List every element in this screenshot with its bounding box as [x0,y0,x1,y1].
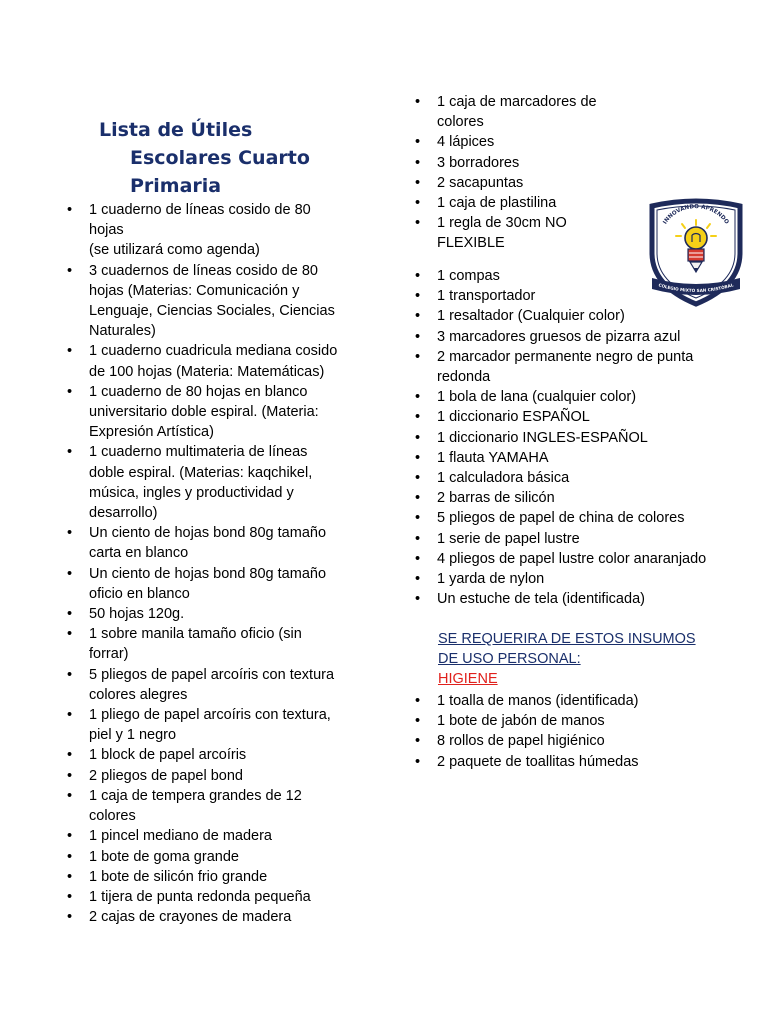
list-item-line: • 1 cuaderno de líneas cosido de 80 [89,202,311,218]
logo-top-text: INNOVANDO APRENDO [662,204,730,226]
list-item [415,213,635,253]
list-item [67,523,367,563]
list-item [415,448,735,468]
personal-use-notice [438,629,738,690]
list-item-line: • 1 bola de lana (cualquier color) [437,389,637,406]
list-item-line: • Un ciento de hojas bond 80g tamaño [89,565,327,582]
list-item [67,604,367,624]
list-item [415,752,735,772]
notice-line-2: DE USO PERSONAL: [438,651,581,668]
page-title [99,116,339,200]
list-item-line: • 1 block de papel arcoíris [89,747,247,764]
list-item-line: • 1 serie de papel lustre [437,530,580,547]
list-item [67,564,367,604]
list-item-line: • 1 pincel mediano de madera [89,828,272,845]
list-item-line: • 2 cajas de crayones de madera [89,909,292,926]
list-item [67,907,367,927]
list-item-line: • 1 calculadora básica [437,470,570,487]
list-item [67,826,367,846]
list-item-line: • 1 bote de goma grande [89,848,239,865]
list-item [415,173,635,193]
list-item [67,341,367,381]
list-item-line: • 1 regla de 30cm NO [437,215,567,232]
list-item [415,132,635,152]
list-item-line: • 50 hojas 120g. [89,606,185,623]
supplies-list-right-top [415,92,635,254]
list-item-line: piel y 1 negro [89,727,177,744]
list-item-line: • 1 toalla de manos (identificada) [437,693,639,709]
list-item-line: • 1 resaltador (Cualquier color) [437,308,625,325]
list-item-line: universitario doble espiral. (Materia: [89,404,319,421]
list-item-line: • 2 pliegos de papel bond [89,767,243,784]
list-item [415,589,735,609]
list-item-line: • 1 flauta YAMAHA [437,449,549,466]
list-item-line: (se utilizará como agenda) [89,242,260,259]
list-item-line: • 1 bote de jabón de manos [437,713,605,730]
list-item-line: música, ingles y productividad y [89,484,294,501]
list-item-line: Lenguaje, Ciencias Sociales, Ciencias [89,303,335,320]
list-item-line: • 1 diccionario INGLES-ESPAÑOL [437,429,648,446]
list-item-line: hojas (Materias: Comunicación y [89,282,300,299]
list-item-line: carta en blanco [89,545,189,562]
list-item [67,887,367,907]
list-item-line: • Un ciento de hojas bond 80g tamaño [89,525,327,542]
list-item-line: • 1 caja de plastilina [437,195,557,212]
list-item [415,691,735,711]
list-item [415,508,735,528]
list-item [415,306,735,326]
list-item-line: Naturales) [89,323,156,340]
list-item-line: • 1 tijera de punta redonda pequeña [89,888,311,905]
list-item-line: • 1 caja de marcadores de colores [437,94,597,131]
list-item-line: • 1 bote de silicón frio grande [89,868,268,885]
list-item-line: redonda [437,369,491,386]
list-item-line: colores alegres [89,686,188,703]
list-item-line: • 1 sobre manila tamaño oficio (sin [89,626,302,643]
list-item-line: • 2 paquete de toallitas húmedas [437,753,639,770]
title-line-1: Lista de Útiles [99,119,253,141]
list-item-line: de 100 hojas (Materia: Matemáticas) [89,363,325,380]
list-item [415,428,735,448]
logo-bottom-text: COLEGIO MIXTO SAN CRISTÓBAL [657,282,735,294]
title-line-2: Escolares Cuarto [130,147,310,169]
list-item [67,261,367,342]
list-item [415,193,635,213]
list-item [67,786,367,826]
list-item [67,665,367,705]
list-item-line: hojas [89,222,124,239]
list-item [415,468,735,488]
supplies-list-right-middle [415,266,735,609]
list-item [67,847,367,867]
list-item [67,766,367,786]
list-item-line: • 1 cuaderno multimateria de líneas [89,444,308,461]
list-item-line: • 2 barras de silicón [437,490,555,507]
list-item [415,387,735,407]
list-item [415,569,735,589]
list-item-line: • Un estuche de tela (identificada) [437,591,645,608]
list-item-line: • 2 sacapuntas [437,174,524,191]
list-item [415,731,735,751]
list-item-line: • 1 yarda de nylon [437,571,545,588]
list-item [67,745,367,765]
list-item-line: • 3 marcadores gruesos de pizarra azul [437,328,681,345]
list-item-line: • 1 pliego de papel arcoíris con textura, [89,707,331,724]
list-item [67,867,367,887]
list-item [415,407,735,427]
list-item-line: • 3 borradores [437,154,520,171]
list-item [415,711,735,731]
notice-line-1: SE REQUERIRA DE ESTOS INSUMOS [438,631,696,647]
list-item [67,200,367,261]
list-item-line: • 1 caja de tempera grandes de 12 [89,787,302,804]
list-item [415,92,635,132]
list-item-line: oficio en blanco [89,585,190,602]
school-logo [646,198,746,308]
list-item-line: • 1 diccionario ESPAÑOL [437,409,590,426]
hygiene-list [415,691,735,772]
list-item [67,382,367,443]
list-item [415,549,735,569]
list-item [415,153,635,173]
list-item-line: • 1 transportador [437,288,536,305]
list-item-line: • 3 cuadernos de líneas cosido de 80 [89,262,318,279]
list-item-line: doble espiral. (Materias: kaqchikel, [89,464,313,481]
list-item-line: • 1 cuaderno de 80 hojas en blanco [89,383,308,400]
list-item-line: • 1 compas [437,268,500,284]
list-item-line: • 5 pliegos de papel arcoíris con textura [89,666,335,683]
list-item [67,624,367,664]
title-line-3: Primaria [130,175,222,197]
list-item-line: • 4 pliegos de papel lustre color anaranjado [437,550,707,567]
supplies-list-left [67,200,367,927]
list-item-line: • 4 lápices [437,134,495,151]
list-item [67,705,367,745]
list-item-line: • 1 cuaderno cuadricula mediana cosido [89,343,338,360]
list-item-line: Expresión Artística) [89,424,214,441]
list-item [415,347,735,387]
list-item [415,488,735,508]
list-item-line: forrar) [89,646,129,663]
list-item-line: • 2 marcador permanente negro de punta [437,348,694,365]
hygiene-heading: HIGIENE [438,671,498,688]
list-item-line: colores [89,808,136,825]
list-item [67,442,367,523]
list-item-line: FLEXIBLE [437,235,505,252]
list-item-line: desarrollo) [89,505,158,522]
list-item [415,529,735,549]
list-item-line: • 8 rollos de papel higiénico [437,733,605,750]
list-item-line: • 5 pliegos de papel de china de colores [437,510,685,527]
list-item [415,327,735,347]
